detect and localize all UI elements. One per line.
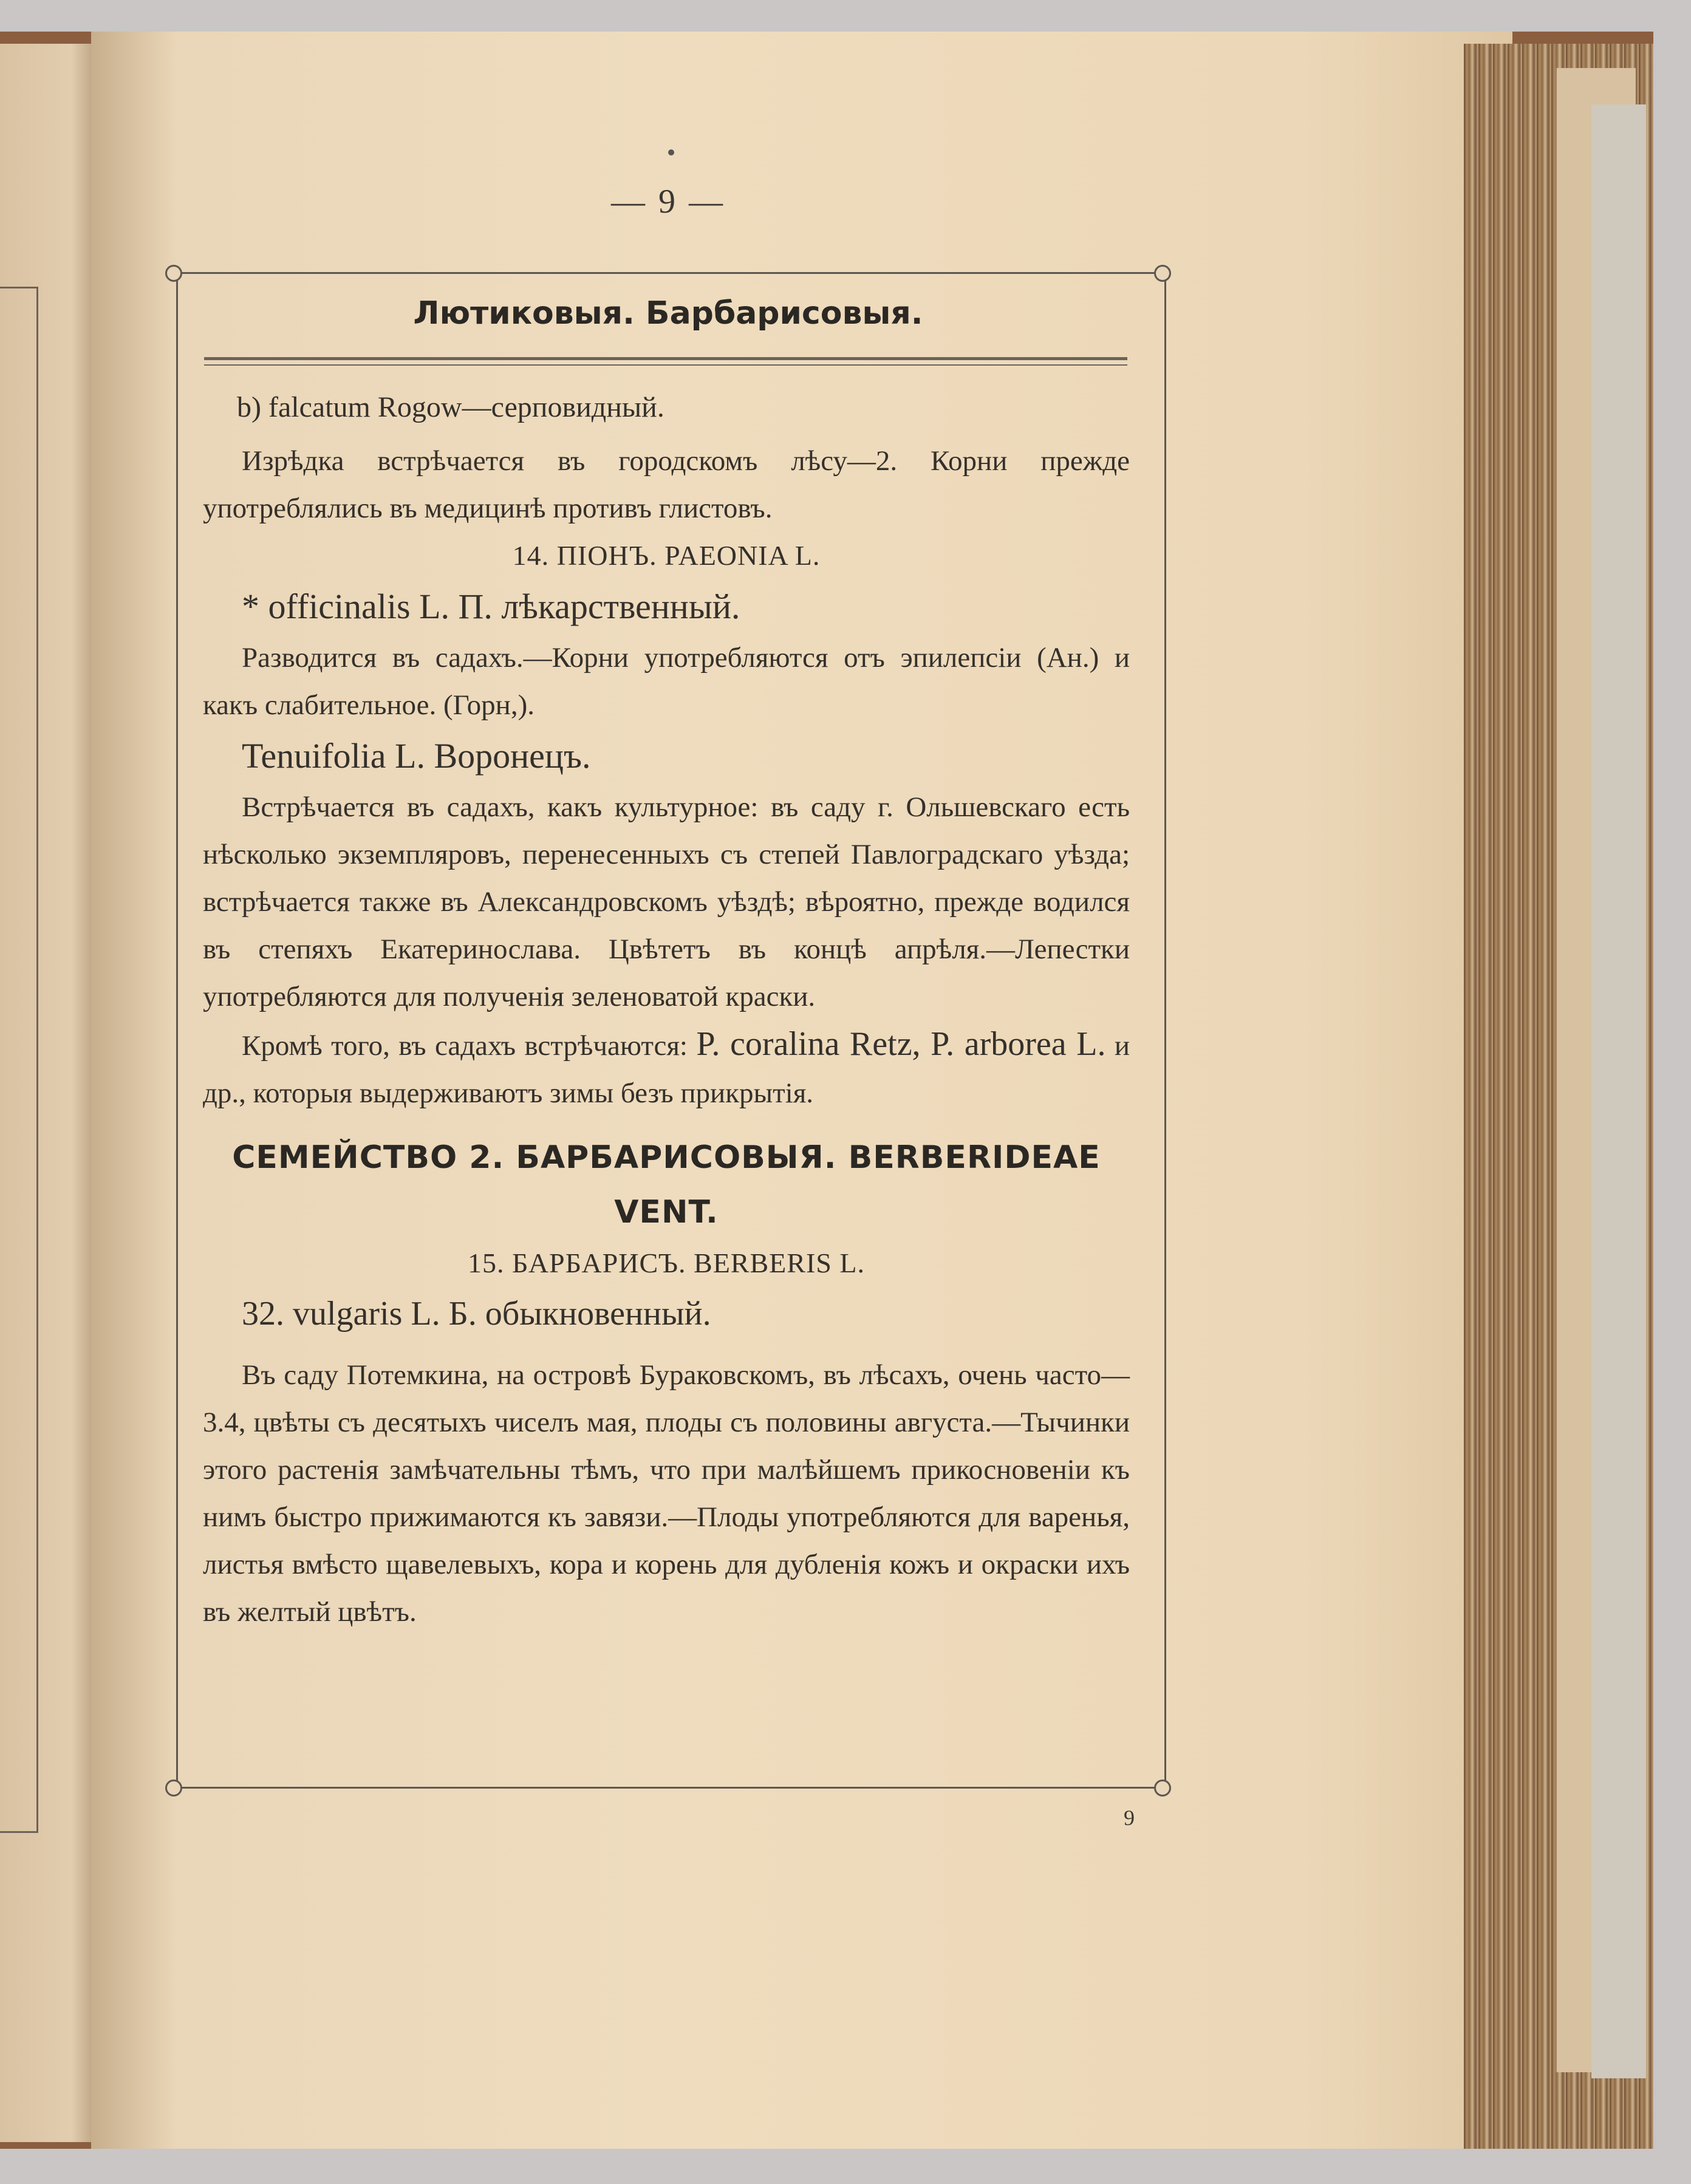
- other-peonies-species: P. coralina Retz, P. arborea L.: [696, 1025, 1106, 1063]
- species-tenuifolia: Tenuifolia L. Воронецъ.: [242, 736, 591, 776]
- header-rule-thin: [204, 364, 1127, 366]
- ink-dot: [668, 149, 674, 155]
- frame-corner-ornament: [1154, 1780, 1171, 1797]
- page-text: [203, 384, 1130, 1636]
- species-vulgaris: 32. vulgaris L. Б. обыкновенный.: [242, 1295, 711, 1333]
- page-number-bottom: 9: [1124, 1806, 1135, 1830]
- left-page-frame: [0, 287, 38, 1833]
- header-rule-thick: [204, 357, 1127, 360]
- frame-corner-ornament: [1154, 265, 1171, 282]
- paragraph-officinalis: Разводится въ садахъ.—Корни употребляются отъ эпилепсіи (Ан.) и какъ слабительное. (Горн,).: [203, 642, 1130, 721]
- edge-insert-2: [1591, 104, 1646, 2078]
- running-header: Лютиковыя. Барбарисовыя.: [413, 295, 923, 332]
- other-peonies-lead: Кромѣ того, въ садахъ встрѣчаются:: [242, 1030, 688, 1062]
- paragraph-tenuifolia: Встрѣчается въ садахъ, какъ культурное: въ саду г. Ольшевскаго есть нѣсколько экземпляровъ, перенесенныхъ съ степей Павлоградскаго уѣзда; встрѣчается также въ Александровскомъ уѣздѣ; вѣроятно, прежде водился въ степяхъ Екатеринослава. Цвѣтетъ въ концѣ апрѣля.—Лепестки употребляются для полученія зеленоватой краски.: [203, 791, 1130, 1012]
- paragraph-falcatum: Изрѣдка встрѣчается въ городскомъ лѣсу—2. Корни прежде употреблялись въ медицинѣ противъ глистовъ.: [203, 445, 1130, 524]
- subspecies-falcatum: b) falcatum Rogow—серповидный.: [237, 391, 664, 423]
- frame-corner-ornament: [165, 1780, 182, 1797]
- genus-paeonia: 14. ПІОНЪ. PAEONIA L.: [512, 540, 821, 571]
- other-peonies-tail: и др., которыя выдерживаютъ зимы безъ прикрытія.: [203, 1030, 1130, 1109]
- frame-corner-ornament: [165, 265, 182, 282]
- paragraph-other-peonies: [203, 1020, 1130, 1117]
- family-heading: СЕМЕЙСТВО 2. БАРБАРИСОВЫЯ. BERBERIDEAE VENT.: [232, 1139, 1101, 1230]
- page-number-top: — 9 —: [611, 183, 725, 220]
- frame-bottom-rule: [170, 1787, 1166, 1789]
- left-page: [0, 44, 102, 2142]
- paragraph-vulgaris: Въ саду Потемкина, на островѣ Бураковскомъ, въ лѣсахъ, очень часто—3.4, цвѣты съ десятыхъ чиселъ мая, плоды съ половины августа.—Тычинки этого растенія замѣчательны тѣмъ, что при малѣйшемъ прикосновеніи къ нимъ быстро прижимаются къ завязи.—Плоды употребляются для варенья, листья вмѣсто щавелевыхъ, кора и корень для дубленія кожъ и окраски ихъ въ желтый цвѣтъ.: [203, 1359, 1130, 1628]
- species-officinalis: * officinalis L. П. лѣкарственный.: [242, 587, 740, 626]
- genus-berberis: 15. БАРБАРИСЪ. BERBERIS L.: [468, 1247, 865, 1278]
